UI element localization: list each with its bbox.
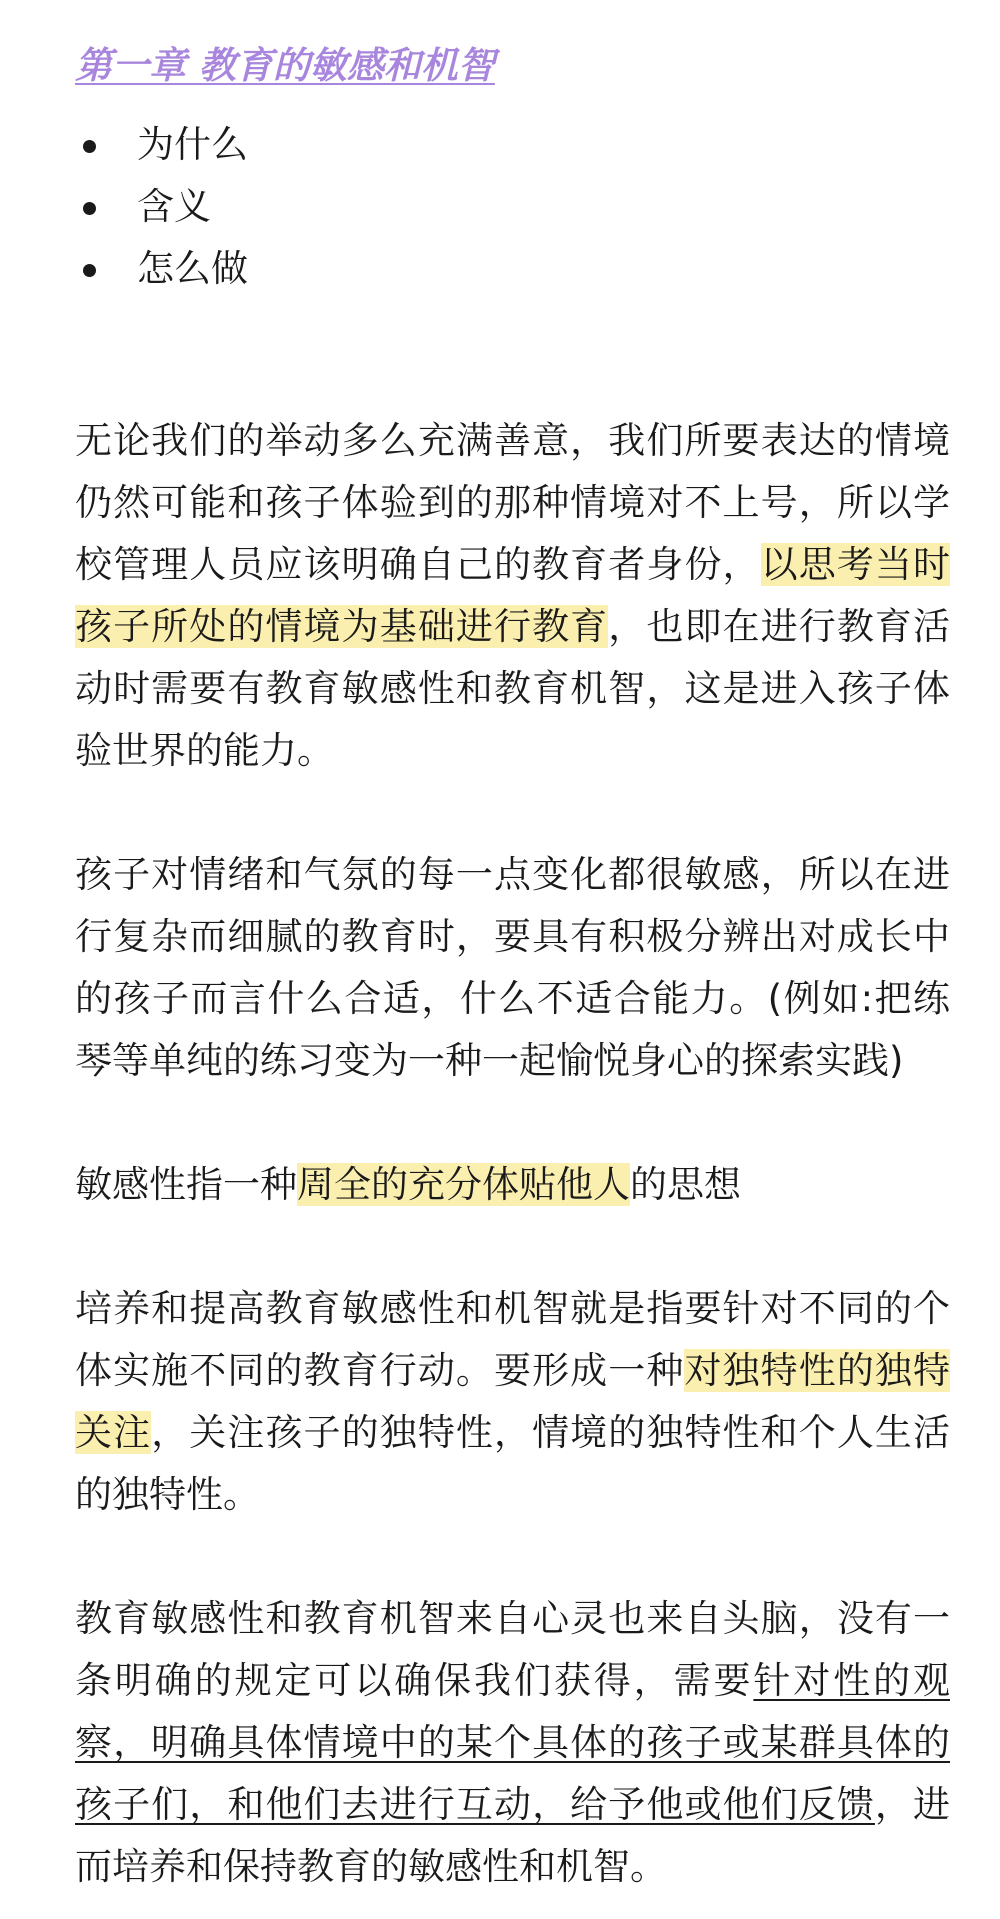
highlighted-text: 周全的充分体贴他人 [297, 1163, 630, 1206]
paragraph-text: 孩子对情绪和气氛的每一点变化都很敏感，所以在进行复杂而细腻的教育时，要具有积极分辨出对成长中的孩子而言什么合适，什么不适合能力。(例如:把练琴等单纯的练习变为一种一起愉悦身心的探索实践) [75, 853, 950, 1082]
paragraph-heart-and-mind [75, 1588, 950, 1898]
toc-item-how: 怎么做 [75, 238, 950, 300]
paragraph-sensitivity-children [75, 844, 950, 1092]
chapter-title[interactable]: 第一章 教育的敏感和机智 [75, 44, 495, 87]
toc-item-meaning: 含义 [75, 176, 950, 238]
paragraph-text: ，也即在进行教育活动时需要有教育敏感性和教育机智，这是进入孩子体验世界的能力。 [75, 605, 951, 772]
toc-item-why: 为什么 [75, 114, 950, 176]
highlighted-text: 对独特性的独特关注 [75, 1349, 951, 1454]
paragraph-text: 无论我们的举动多么充满善意，我们所要表达的情境仍然可能和孩子体验到的那种情境对不上号，所以学校管理人员应该明确自己的教育者身份， [75, 419, 950, 586]
paragraph-text: 敏感性指一种 [75, 1163, 297, 1206]
highlighted-text: 以思考当时孩子所处的情境为基础进行教育 [75, 543, 951, 648]
paragraph-text: 教育敏感性和教育机智来自心灵也来自头脑，没有一条明确的规定可以确保我们获得，需要 [75, 1597, 950, 1702]
underlined-text: 针对性的观察，明确具体情境中的某个具体的孩子或某群具体的孩子们，和他们去进行互动，给予他或他们反馈 [75, 1659, 951, 1826]
paragraph-situation [75, 410, 950, 782]
toc-list [75, 114, 950, 300]
paragraph-text: 的思想 [630, 1163, 741, 1206]
paragraph-text: ，进而培养和保持教育的敏感性和机智。 [75, 1783, 951, 1888]
paragraph-uniqueness [75, 1278, 950, 1526]
paragraph-sensitivity-definition [75, 1154, 950, 1216]
paragraph-text: 培养和提高教育敏感性和机智就是指要针对不同的个体实施不同的教育行动。要形成一种 [75, 1287, 950, 1392]
paragraph-text: ，关注孩子的独特性，情境的独特性和个人生活的独特性。 [75, 1411, 951, 1516]
